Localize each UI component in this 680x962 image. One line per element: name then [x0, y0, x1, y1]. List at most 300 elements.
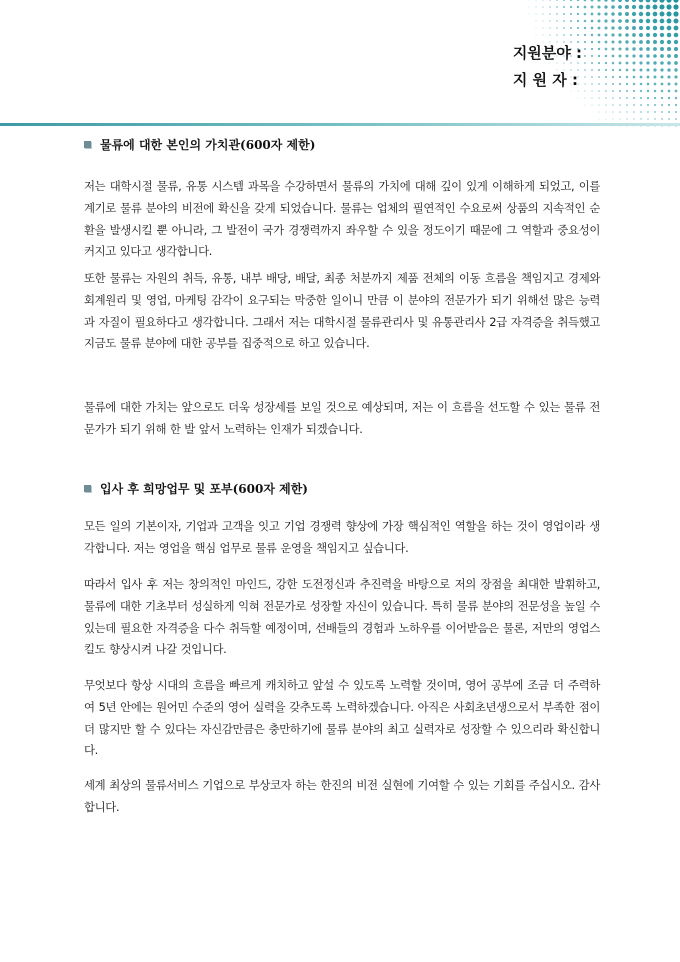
- decor-dot: [625, 0, 629, 2]
- decor-dot: [660, 75, 663, 78]
- decor-dot: [625, 26, 629, 30]
- decor-dot: [674, 61, 678, 65]
- decor-dot: [673, 18, 678, 23]
- decor-dot: [592, 105, 593, 106]
- decor-dot: [598, 48, 600, 50]
- decor-dot: [640, 111, 642, 113]
- decor-dot: [661, 104, 663, 106]
- decor-dot: [556, 34, 557, 35]
- decor-dot: [618, 40, 621, 43]
- decor-dot: [674, 47, 678, 51]
- decor-dot: [660, 33, 664, 37]
- decor-dot: [591, 55, 593, 57]
- decor-dot: [563, 34, 565, 36]
- decor-dot: [626, 69, 629, 72]
- decor-dot: [626, 62, 629, 65]
- decor-dot: [536, 7, 537, 8]
- decor-dot: [591, 76, 593, 78]
- decor-dot: [632, 19, 636, 23]
- decor-dot: [598, 41, 601, 44]
- decor-dot: [632, 26, 636, 30]
- decor-dot: [584, 41, 586, 43]
- decor-dot: [612, 62, 615, 65]
- paragraph: 또한 물류는 자원의 취득, 유통, 내부 배당, 배달, 최종 처분까지 제품 전체의 이동 흐름을 책임지고 경제와 회계원리 및 영업, 마케팅 감각이 요구되는 막중한 일이니 만큼 이 분야의 전문가가 되기 위해선 많은 능력과 자질이 필요하다고 생각합니다. 그래서 저는 대학시절 물류관리사 및 유통관리사 2급 자격증을 취득했고 지금도 물류 분야에 대한 공부를 집중적으로 하고 있습니다.: [84, 271, 600, 351]
- decor-dot: [661, 118, 663, 120]
- decor-dot: [661, 97, 663, 99]
- decor-dot: [646, 26, 650, 30]
- decor-dot: [640, 83, 643, 86]
- decor-dot: [591, 20, 594, 23]
- decor-dot: [654, 118, 656, 120]
- decor-dot: [647, 83, 650, 86]
- decor-dot: [584, 83, 585, 84]
- decor-dot: [646, 54, 649, 57]
- decor-dot: [612, 90, 614, 92]
- decor-dot: [549, 0, 551, 1]
- decor-dot: [660, 40, 664, 44]
- decor-dot: [625, 54, 628, 57]
- decor-dot: [618, 19, 622, 23]
- decor-dot: [632, 47, 635, 50]
- decor-dot: [598, 20, 601, 23]
- decor-dot: [632, 54, 635, 57]
- decor-dot: [549, 6, 550, 7]
- decor-dot: [647, 104, 649, 106]
- decor-dot: [570, 6, 572, 8]
- decor-dot: [674, 33, 679, 38]
- decor-dot: [626, 90, 628, 92]
- decor-dot: [604, 0, 607, 2]
- decor-dot: [653, 40, 657, 44]
- decor-dot: [674, 75, 677, 78]
- decor-dot: [646, 0, 651, 2]
- decor-dot: [647, 97, 649, 99]
- decor-dot: [584, 55, 586, 57]
- decor-dot: [563, 13, 565, 15]
- decor-dot: [542, 13, 543, 14]
- decor-dot: [618, 47, 621, 50]
- decor-dot: [625, 12, 629, 16]
- decor-dot: [549, 20, 550, 21]
- decor-dot: [640, 90, 642, 92]
- decor-dot: [619, 62, 622, 65]
- decor-dot: [591, 27, 594, 30]
- decor-dot: [653, 19, 658, 24]
- decor-dot: [592, 112, 593, 113]
- decor-dot: [667, 61, 671, 65]
- decor-dot: [647, 90, 649, 92]
- decor-dot: [599, 112, 600, 113]
- decor-dot: [639, 5, 644, 10]
- decor-dot: [612, 76, 614, 78]
- decor-dot: [578, 98, 579, 99]
- decor-dot: [646, 61, 649, 64]
- applicant-info-block: [513, 40, 582, 94]
- decor-dot: [563, 0, 565, 1]
- decor-dot: [605, 55, 608, 58]
- decor-dot: [611, 40, 614, 43]
- header-divider: [0, 123, 680, 126]
- decor-dot: [619, 118, 620, 119]
- decor-dot: [605, 41, 608, 44]
- decor-dot: [556, 13, 558, 15]
- decor-dot: [591, 97, 592, 98]
- paragraph: 물류에 대한 가치는 앞으로도 더욱 성장세를 보일 것으로 예상되며, 저는 이 흐름을 선도할 수 있는 물류 전문가가 되기 위해 한 발 앞서 노력하는 인재가 되겠습니다.: [84, 400, 600, 436]
- decor-dot: [675, 104, 677, 106]
- decor-dot: [584, 13, 587, 16]
- decor-dot: [626, 118, 627, 119]
- decor-dot: [647, 111, 649, 113]
- decor-dot: [646, 12, 651, 17]
- decor-dot: [605, 83, 607, 85]
- decor-dot: [661, 83, 664, 86]
- decor-dot: [654, 83, 657, 86]
- decor-dot: [667, 54, 671, 58]
- field-label: 지원분야 :: [512, 44, 582, 62]
- decor-dot: [639, 0, 644, 2]
- decor-dot: [668, 97, 670, 99]
- decor-dot: [640, 76, 643, 79]
- section-heading-aspiration: [84, 480, 308, 497]
- decor-dot: [653, 26, 657, 30]
- decor-dot: [591, 6, 594, 9]
- decor-dot: [535, 0, 536, 1]
- decor-dot: [542, 20, 543, 21]
- paragraph: 모든 일의 기본이자, 기업과 고객을 잇고 기업 경쟁력 향상에 가장 핵심적인 역할을 하는 것이 영업이라 생각합니다. 저는 영업을 핵심 업무로 물류 운영을 책임지고 싶습니다.: [84, 519, 600, 555]
- decor-dot: [660, 54, 664, 58]
- decor-dot: [598, 34, 601, 37]
- decor-dot: [577, 0, 579, 1]
- decor-dot: [584, 27, 586, 29]
- decor-dot: [611, 12, 615, 16]
- decor-dot: [542, 0, 543, 1]
- decor-dot: [674, 26, 679, 31]
- decor-dot: [612, 104, 613, 105]
- decor-dot: [667, 75, 670, 78]
- decor-dot: [597, 0, 600, 2]
- decor-dot: [654, 97, 656, 99]
- decor-dot: [654, 104, 656, 106]
- decor-dot: [626, 76, 628, 78]
- decor-dot: [543, 35, 544, 36]
- decor-dot: [591, 0, 594, 1]
- decor-dot: [584, 62, 586, 64]
- decor-dot: [653, 12, 658, 17]
- decor-dot: [632, 12, 636, 16]
- section-heading-text: 입사 후 희망업무 및 포부(600자 제한): [100, 482, 308, 496]
- decor-dot: [667, 33, 671, 37]
- decor-dot: [570, 20, 572, 22]
- decor-dot: [577, 6, 579, 8]
- decor-dot: [653, 54, 657, 58]
- decor-dot: [598, 55, 600, 57]
- decor-dot: [625, 47, 628, 50]
- decor-dot: [674, 40, 678, 44]
- decor-dot: [667, 68, 670, 71]
- decor-dot: [633, 83, 635, 85]
- decor-dot: [618, 12, 622, 16]
- decor-dot: [598, 97, 599, 98]
- decor-dot: [612, 69, 614, 71]
- decor-dot: [640, 97, 642, 99]
- decor-dot: [673, 0, 678, 3]
- decor-dot: [529, 7, 530, 8]
- decor-dot: [639, 54, 642, 57]
- decor-dot: [661, 111, 663, 113]
- decor-dot: [536, 14, 537, 15]
- decor-dot: [605, 48, 608, 51]
- decor-dot: [632, 33, 636, 37]
- decor-dot: [626, 97, 628, 99]
- decor-dot: [619, 76, 621, 78]
- decor-dot: [626, 111, 627, 112]
- decor-dot: [563, 6, 565, 8]
- decor-dot: [632, 40, 636, 44]
- decor-dot: [673, 4, 678, 9]
- decor-dot: [570, 0, 572, 1]
- decor-dot: [612, 111, 613, 112]
- decor-dot: [577, 27, 579, 29]
- decor-dot: [529, 14, 530, 15]
- decor-dot: [563, 20, 565, 22]
- decor-dot: [597, 12, 600, 15]
- decor-dot: [653, 5, 658, 10]
- decor-dot: [646, 5, 651, 10]
- decor-dot: [652, 0, 657, 3]
- decor-dot: [667, 26, 672, 31]
- decor-dot: [577, 34, 579, 36]
- decor-dot: [619, 111, 620, 112]
- decor-dot: [632, 0, 636, 2]
- decor-dot: [542, 27, 543, 28]
- decor-dot: [633, 97, 635, 99]
- decor-dot: [659, 4, 664, 9]
- decor-dot: [591, 41, 593, 43]
- paragraph: 세계 최상의 물류서비스 기업으로 부상코자 하는 한진의 비전 실현에 기여할 수 있는 기회를 주십시오. 감사합니다.: [84, 778, 600, 814]
- decor-dot: [619, 55, 622, 58]
- decor-dot: [675, 111, 677, 113]
- decor-dot: [570, 13, 572, 15]
- decor-dot: [612, 97, 614, 99]
- decor-dot: [668, 90, 671, 93]
- decor-dot: [640, 104, 642, 106]
- decor-dot: [632, 5, 636, 9]
- decor-dot: [633, 111, 635, 113]
- decor-dot: [666, 11, 671, 16]
- decor-dot: [584, 69, 586, 71]
- decor-dot: [674, 54, 678, 58]
- decor-dot: [675, 83, 678, 86]
- decor-dot: [598, 27, 601, 30]
- decor-dot: [633, 118, 634, 119]
- decor-dot: [618, 0, 622, 2]
- decor-dot: [570, 27, 572, 29]
- decor-dot: [618, 26, 622, 30]
- decor-dot: [675, 97, 677, 99]
- decor-dot: [668, 83, 671, 86]
- decor-dot: [653, 47, 657, 51]
- decor-dot: [536, 21, 537, 22]
- decor-dot: [598, 83, 600, 85]
- decor-dot: [675, 90, 678, 93]
- decor-dot: [584, 34, 586, 36]
- decor-dot: [626, 104, 628, 106]
- decor-dot: [667, 47, 671, 51]
- decor-dot: [660, 61, 664, 65]
- decor-dot: [599, 119, 600, 120]
- decor-dot: [605, 104, 606, 105]
- decor-dot: [584, 20, 587, 23]
- decor-dot: [556, 20, 558, 22]
- decor-dot: [584, 90, 585, 91]
- decor-dot: [549, 13, 550, 14]
- decor-dot: [639, 12, 643, 16]
- decor-dot: [606, 119, 607, 120]
- decor-dot: [653, 61, 656, 64]
- decor-dot: [591, 13, 594, 16]
- decor-dot: [639, 19, 643, 23]
- decor-dot: [626, 83, 628, 85]
- decor-dot: [647, 76, 650, 79]
- decor-dot: [659, 0, 664, 3]
- decor-dot: [625, 40, 628, 43]
- decor-dot: [668, 118, 670, 120]
- decor-dot: [654, 76, 657, 79]
- decor-dot: [639, 61, 642, 64]
- decor-dot: [640, 118, 641, 119]
- decor-dot: [591, 69, 593, 71]
- decor-dot: [660, 68, 663, 71]
- section-heading-values: [84, 136, 315, 153]
- decor-dot: [633, 76, 636, 79]
- decor-dot: [598, 76, 600, 78]
- decor-dot: [591, 83, 593, 85]
- decor-dot: [646, 40, 650, 44]
- decor-dot: [584, 76, 586, 78]
- decor-dot: [619, 83, 621, 85]
- decor-dot: [667, 40, 671, 44]
- decor-dot: [611, 33, 614, 36]
- decor-dot: [619, 90, 621, 92]
- decor-dot: [605, 62, 607, 64]
- decor-dot: [612, 48, 615, 51]
- decor-dot: [598, 62, 600, 64]
- decor-dot: [660, 12, 665, 17]
- decor-dot: [625, 5, 629, 9]
- decor-dot: [625, 33, 629, 37]
- paragraph: 따라서 입사 후 저는 창의적인 마인드, 강한 도전정신과 추진력을 바탕으로 저의 장점을 최대한 발휘하고, 물류에 대한 기초부터 성실하게 익혀 전문가로 성장할 자신이 있습니다. 특히 물류 분야의 전문성을 높일 수 있는데 필요한 자격증을 다수 취득할 예정이며, 선배들의 경험과 노하우를 이어받음은 물론, 저만의 영업스킬도 향상시켜 나갈 것입니다.: [84, 577, 600, 657]
- decor-dot: [633, 104, 635, 106]
- decor-dot: [556, 27, 558, 29]
- decor-dot: [666, 4, 671, 9]
- decor-dot: [556, 0, 558, 1]
- decor-dot: [619, 69, 622, 72]
- decor-dot: [584, 48, 586, 50]
- decor-dot: [611, 26, 614, 29]
- decor-dot: [563, 27, 565, 29]
- decor-dot: [605, 34, 608, 37]
- decor-dot: [591, 34, 594, 37]
- decor-dot: [556, 6, 558, 8]
- decor-dot: [605, 90, 607, 92]
- decor-dot: [591, 90, 592, 91]
- decor-dot: [619, 104, 621, 106]
- decor-dot: [604, 5, 607, 8]
- decor-dot: [674, 68, 677, 71]
- decor-dot: [612, 55, 615, 58]
- decor-dot: [660, 26, 665, 31]
- decor-dot: [605, 111, 606, 112]
- decor-dot: [598, 104, 599, 105]
- decor-dot: [611, 5, 615, 9]
- decor-dot: [597, 5, 600, 8]
- decor-dot: [633, 90, 635, 92]
- decor-dot: [666, 0, 671, 3]
- decor-dot: [632, 61, 635, 64]
- decor-dot: [536, 35, 537, 36]
- decor-dot: [618, 33, 621, 36]
- decor-dot: [542, 6, 543, 7]
- decor-dot: [584, 6, 587, 9]
- decor-dot: [619, 97, 621, 99]
- decor-dot: [605, 76, 607, 78]
- decor-dot: [654, 111, 656, 113]
- decor-dot: [605, 97, 606, 98]
- decor-dot: [549, 34, 550, 35]
- decor-dot: [653, 68, 656, 71]
- decor-dot: [604, 12, 607, 15]
- decor-dot: [653, 33, 657, 37]
- decor-dot: [660, 47, 664, 51]
- decor-dot: [604, 26, 607, 29]
- decor-dot: [667, 19, 672, 24]
- decor-dot: [646, 19, 650, 23]
- decor-dot: [585, 105, 586, 106]
- decor-dot: [639, 40, 643, 44]
- decor-dot: [646, 47, 650, 51]
- decor-dot: [661, 90, 664, 93]
- decor-dot: [640, 69, 643, 72]
- decor-dot: [660, 19, 665, 24]
- paragraph: 무엇보다 항상 시대의 흐름을 빠르게 캐치하고 앞설 수 있도록 노력할 것이며, 영어 공부에 조금 더 주력하여 5년 안에는 원어민 수준의 영어 실력을 갖추도록 노력하겠습니다. 아직은 사회초년생으로서 부족한 점이 더 많지만 할 수 있다는 자신감만큼은 충만하기에 물류 분야의 최고 실력자로 성장할 수 있으리라 확신합니다.: [84, 678, 600, 758]
- section-heading-text: 물류에 대한 본인의 가치관(600자 제한): [100, 138, 316, 152]
- decor-dot: [675, 118, 677, 120]
- decor-dot: [647, 118, 649, 120]
- decor-dot: [633, 69, 636, 72]
- decor-dot: [625, 19, 629, 23]
- decor-dot: [604, 19, 607, 22]
- decor-dot: [668, 111, 670, 113]
- decor-dot: [673, 11, 678, 16]
- square-bullet-icon: [84, 141, 91, 148]
- decor-dot: [646, 68, 649, 71]
- decor-dot: [598, 90, 600, 92]
- decor-dot: [605, 69, 607, 71]
- decor-dot: [646, 33, 650, 37]
- decor-dot: [639, 26, 643, 30]
- decor-dot: [612, 83, 614, 85]
- decor-dot: [598, 69, 600, 71]
- decor-dot: [549, 27, 550, 28]
- decor-dot: [577, 13, 579, 15]
- decor-dot: [618, 5, 622, 9]
- decor-dot: [613, 119, 614, 120]
- square-bullet-icon: [84, 485, 91, 492]
- decor-dot: [611, 0, 615, 2]
- decor-dot: [611, 19, 614, 22]
- decor-dot: [639, 47, 643, 51]
- decor-dot: [591, 48, 593, 50]
